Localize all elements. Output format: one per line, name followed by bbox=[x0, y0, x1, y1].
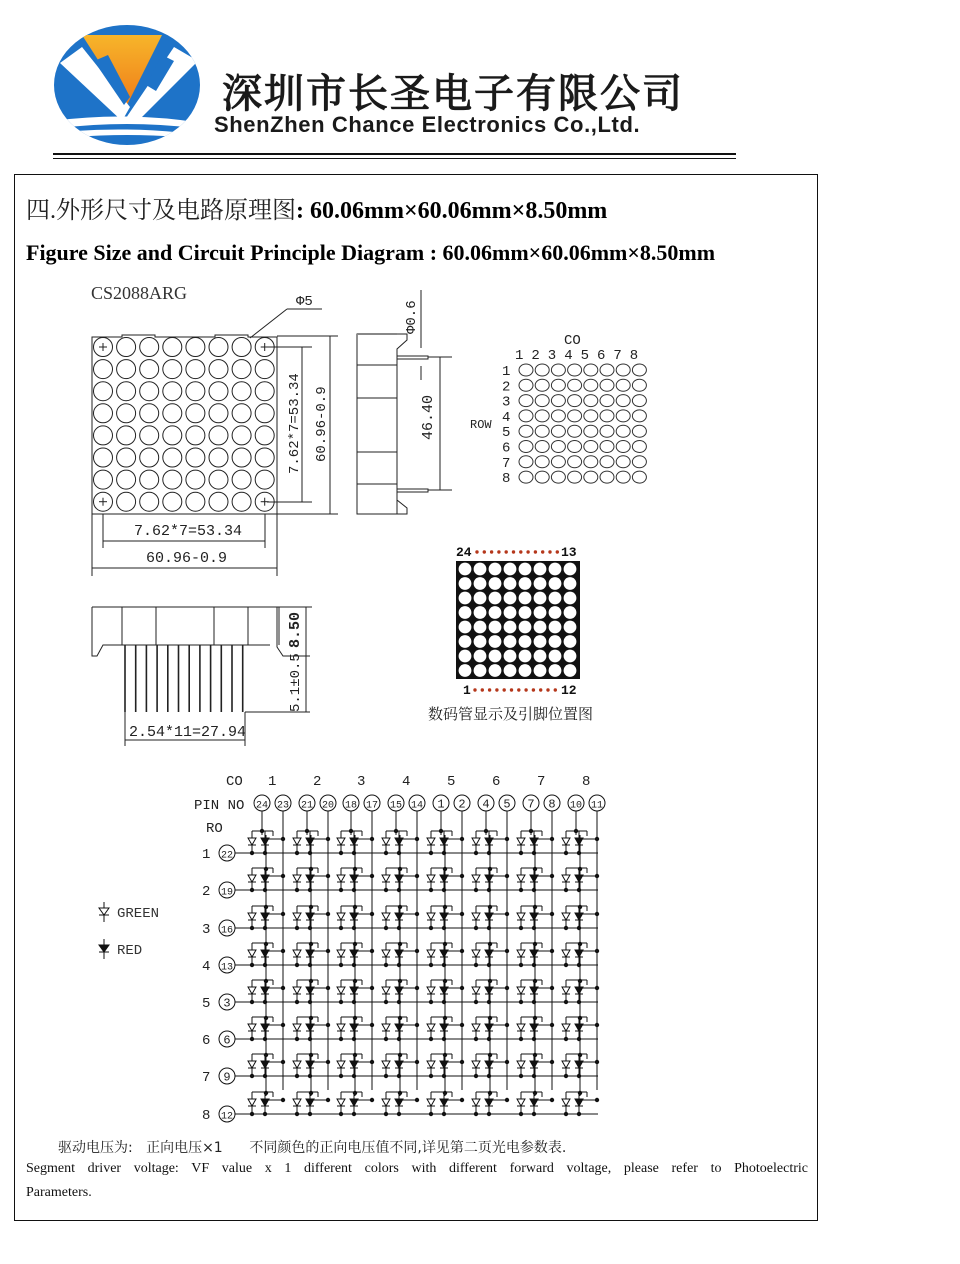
svg-text:2: 2 bbox=[458, 797, 466, 812]
title-cn-dims: : 60.06mm×60.06mm×8.50mm bbox=[296, 198, 608, 224]
svg-text:7: 7 bbox=[502, 455, 511, 472]
svg-text:6: 6 bbox=[502, 440, 511, 457]
svg-text:24: 24 bbox=[255, 800, 269, 812]
svg-text:3: 3 bbox=[357, 774, 366, 790]
pin-view-caption: 数码管显示及引脚位置图 bbox=[428, 705, 594, 723]
svg-text:12: 12 bbox=[561, 683, 577, 698]
svg-text:6: 6 bbox=[492, 774, 501, 790]
svg-text:4: 4 bbox=[502, 409, 511, 426]
svg-text:8: 8 bbox=[582, 774, 591, 790]
svg-text:7.62*7=53.34: 7.62*7=53.34 bbox=[134, 523, 243, 540]
svg-text:17: 17 bbox=[365, 800, 379, 812]
svg-text:5: 5 bbox=[580, 348, 590, 364]
svg-text:4: 4 bbox=[564, 348, 573, 364]
bottom-view-drawing bbox=[92, 607, 312, 746]
svg-text:18: 18 bbox=[344, 800, 358, 812]
svg-text:RO: RO bbox=[206, 821, 223, 837]
front-view-drawing bbox=[92, 294, 338, 576]
company-name-cn: 深圳市长圣电子有限公司 bbox=[222, 71, 684, 117]
svg-text:Φ0.6: Φ0.6 bbox=[404, 300, 420, 334]
svg-text:1: 1 bbox=[463, 683, 471, 698]
svg-text:20: 20 bbox=[321, 800, 335, 812]
svg-text:10: 10 bbox=[569, 800, 583, 812]
svg-text:RED: RED bbox=[117, 943, 143, 959]
svg-text:4: 4 bbox=[402, 774, 411, 790]
svg-text:24: 24 bbox=[456, 545, 472, 560]
svg-text:3: 3 bbox=[547, 348, 557, 364]
svg-text:8: 8 bbox=[548, 797, 556, 812]
svg-text:7: 7 bbox=[202, 1070, 211, 1086]
svg-text:6: 6 bbox=[223, 1033, 231, 1048]
svg-text:14: 14 bbox=[410, 800, 424, 812]
svg-text:ROW: ROW bbox=[470, 418, 492, 432]
svg-text:19: 19 bbox=[220, 887, 234, 899]
matrix-map-drawing bbox=[470, 333, 646, 487]
svg-text:CO: CO bbox=[226, 774, 243, 790]
svg-text:5: 5 bbox=[202, 996, 211, 1012]
svg-text:60.96-0.9: 60.96-0.9 bbox=[146, 550, 228, 567]
svg-text:16: 16 bbox=[220, 925, 234, 937]
svg-text:GREEN: GREEN bbox=[117, 906, 160, 922]
svg-text:2: 2 bbox=[502, 379, 511, 396]
svg-text:CO: CO bbox=[564, 333, 581, 349]
driver-voltage-note-cn: 驱动电压为: 正向电压×1 不同颜色的正向电压值不同,详见第二页光电参数表. bbox=[58, 1140, 567, 1156]
svg-text:1: 1 bbox=[502, 364, 511, 380]
svg-text:9: 9 bbox=[223, 1070, 231, 1085]
svg-text:3: 3 bbox=[502, 394, 511, 411]
svg-text:2.54*11=27.94: 2.54*11=27.94 bbox=[129, 724, 247, 741]
svg-text:13: 13 bbox=[220, 962, 234, 974]
svg-text:8: 8 bbox=[502, 471, 511, 488]
svg-text:11: 11 bbox=[590, 800, 604, 812]
circuit-schematic bbox=[194, 774, 605, 1124]
svg-text:5: 5 bbox=[447, 774, 456, 790]
title-cn-text: 四.外形尺寸及电路原理图 bbox=[26, 198, 296, 224]
svg-text:1: 1 bbox=[437, 797, 445, 812]
svg-text:8: 8 bbox=[629, 348, 639, 364]
led-color-legend bbox=[99, 902, 159, 959]
svg-text:1: 1 bbox=[515, 348, 524, 364]
svg-text:5: 5 bbox=[502, 425, 511, 442]
svg-text:2: 2 bbox=[313, 774, 322, 790]
svg-text:6: 6 bbox=[597, 348, 606, 364]
svg-text:13: 13 bbox=[561, 545, 577, 560]
svg-text:5: 5 bbox=[503, 797, 511, 812]
company-name-en: ShenZhen Chance Electronics Co.,Ltd. bbox=[214, 112, 641, 137]
svg-text:4: 4 bbox=[482, 797, 490, 812]
svg-text:23: 23 bbox=[276, 800, 290, 812]
svg-text:7.62*7=53.34: 7.62*7=53.34 bbox=[287, 373, 303, 474]
svg-text:46.40: 46.40 bbox=[420, 394, 437, 440]
svg-text:8: 8 bbox=[202, 1108, 211, 1124]
svg-text:5.1±0.5: 5.1±0.5 bbox=[288, 653, 304, 712]
svg-text:12: 12 bbox=[220, 1111, 234, 1123]
svg-text:22: 22 bbox=[220, 850, 234, 862]
svg-text:Φ5: Φ5 bbox=[296, 294, 313, 310]
svg-text:3: 3 bbox=[202, 922, 211, 938]
svg-text:8.50: 8.50 bbox=[287, 611, 304, 648]
svg-text:7: 7 bbox=[613, 348, 622, 364]
svg-text:2: 2 bbox=[202, 884, 211, 900]
side-view-drawing bbox=[357, 290, 452, 514]
section-title-en: Figure Size and Circuit Principle Diagram : 60.06mm×60.06mm×8.50mm bbox=[26, 240, 716, 265]
svg-text:60.96-0.9: 60.96-0.9 bbox=[314, 386, 330, 462]
pin-position-view bbox=[456, 545, 580, 698]
model-number: CS2088ARG bbox=[91, 283, 188, 303]
svg-text:3: 3 bbox=[223, 996, 231, 1011]
svg-text:4: 4 bbox=[202, 959, 211, 975]
svg-text:1: 1 bbox=[268, 774, 277, 790]
svg-text:2: 2 bbox=[531, 348, 540, 364]
svg-text:7: 7 bbox=[537, 774, 546, 790]
driver-voltage-note-en-cont: Parameters. bbox=[26, 1185, 92, 1200]
svg-text:1: 1 bbox=[202, 847, 211, 863]
svg-text:7: 7 bbox=[527, 797, 535, 812]
driver-voltage-note-en: Segment driver voltage: VF value x 1 different colors with different forward voltage, please refer to Photoelectric bbox=[26, 1161, 808, 1176]
svg-text:PIN NO: PIN NO bbox=[194, 798, 245, 814]
svg-text:15: 15 bbox=[389, 800, 403, 812]
svg-text:21: 21 bbox=[300, 800, 314, 812]
svg-text:6: 6 bbox=[202, 1033, 211, 1049]
